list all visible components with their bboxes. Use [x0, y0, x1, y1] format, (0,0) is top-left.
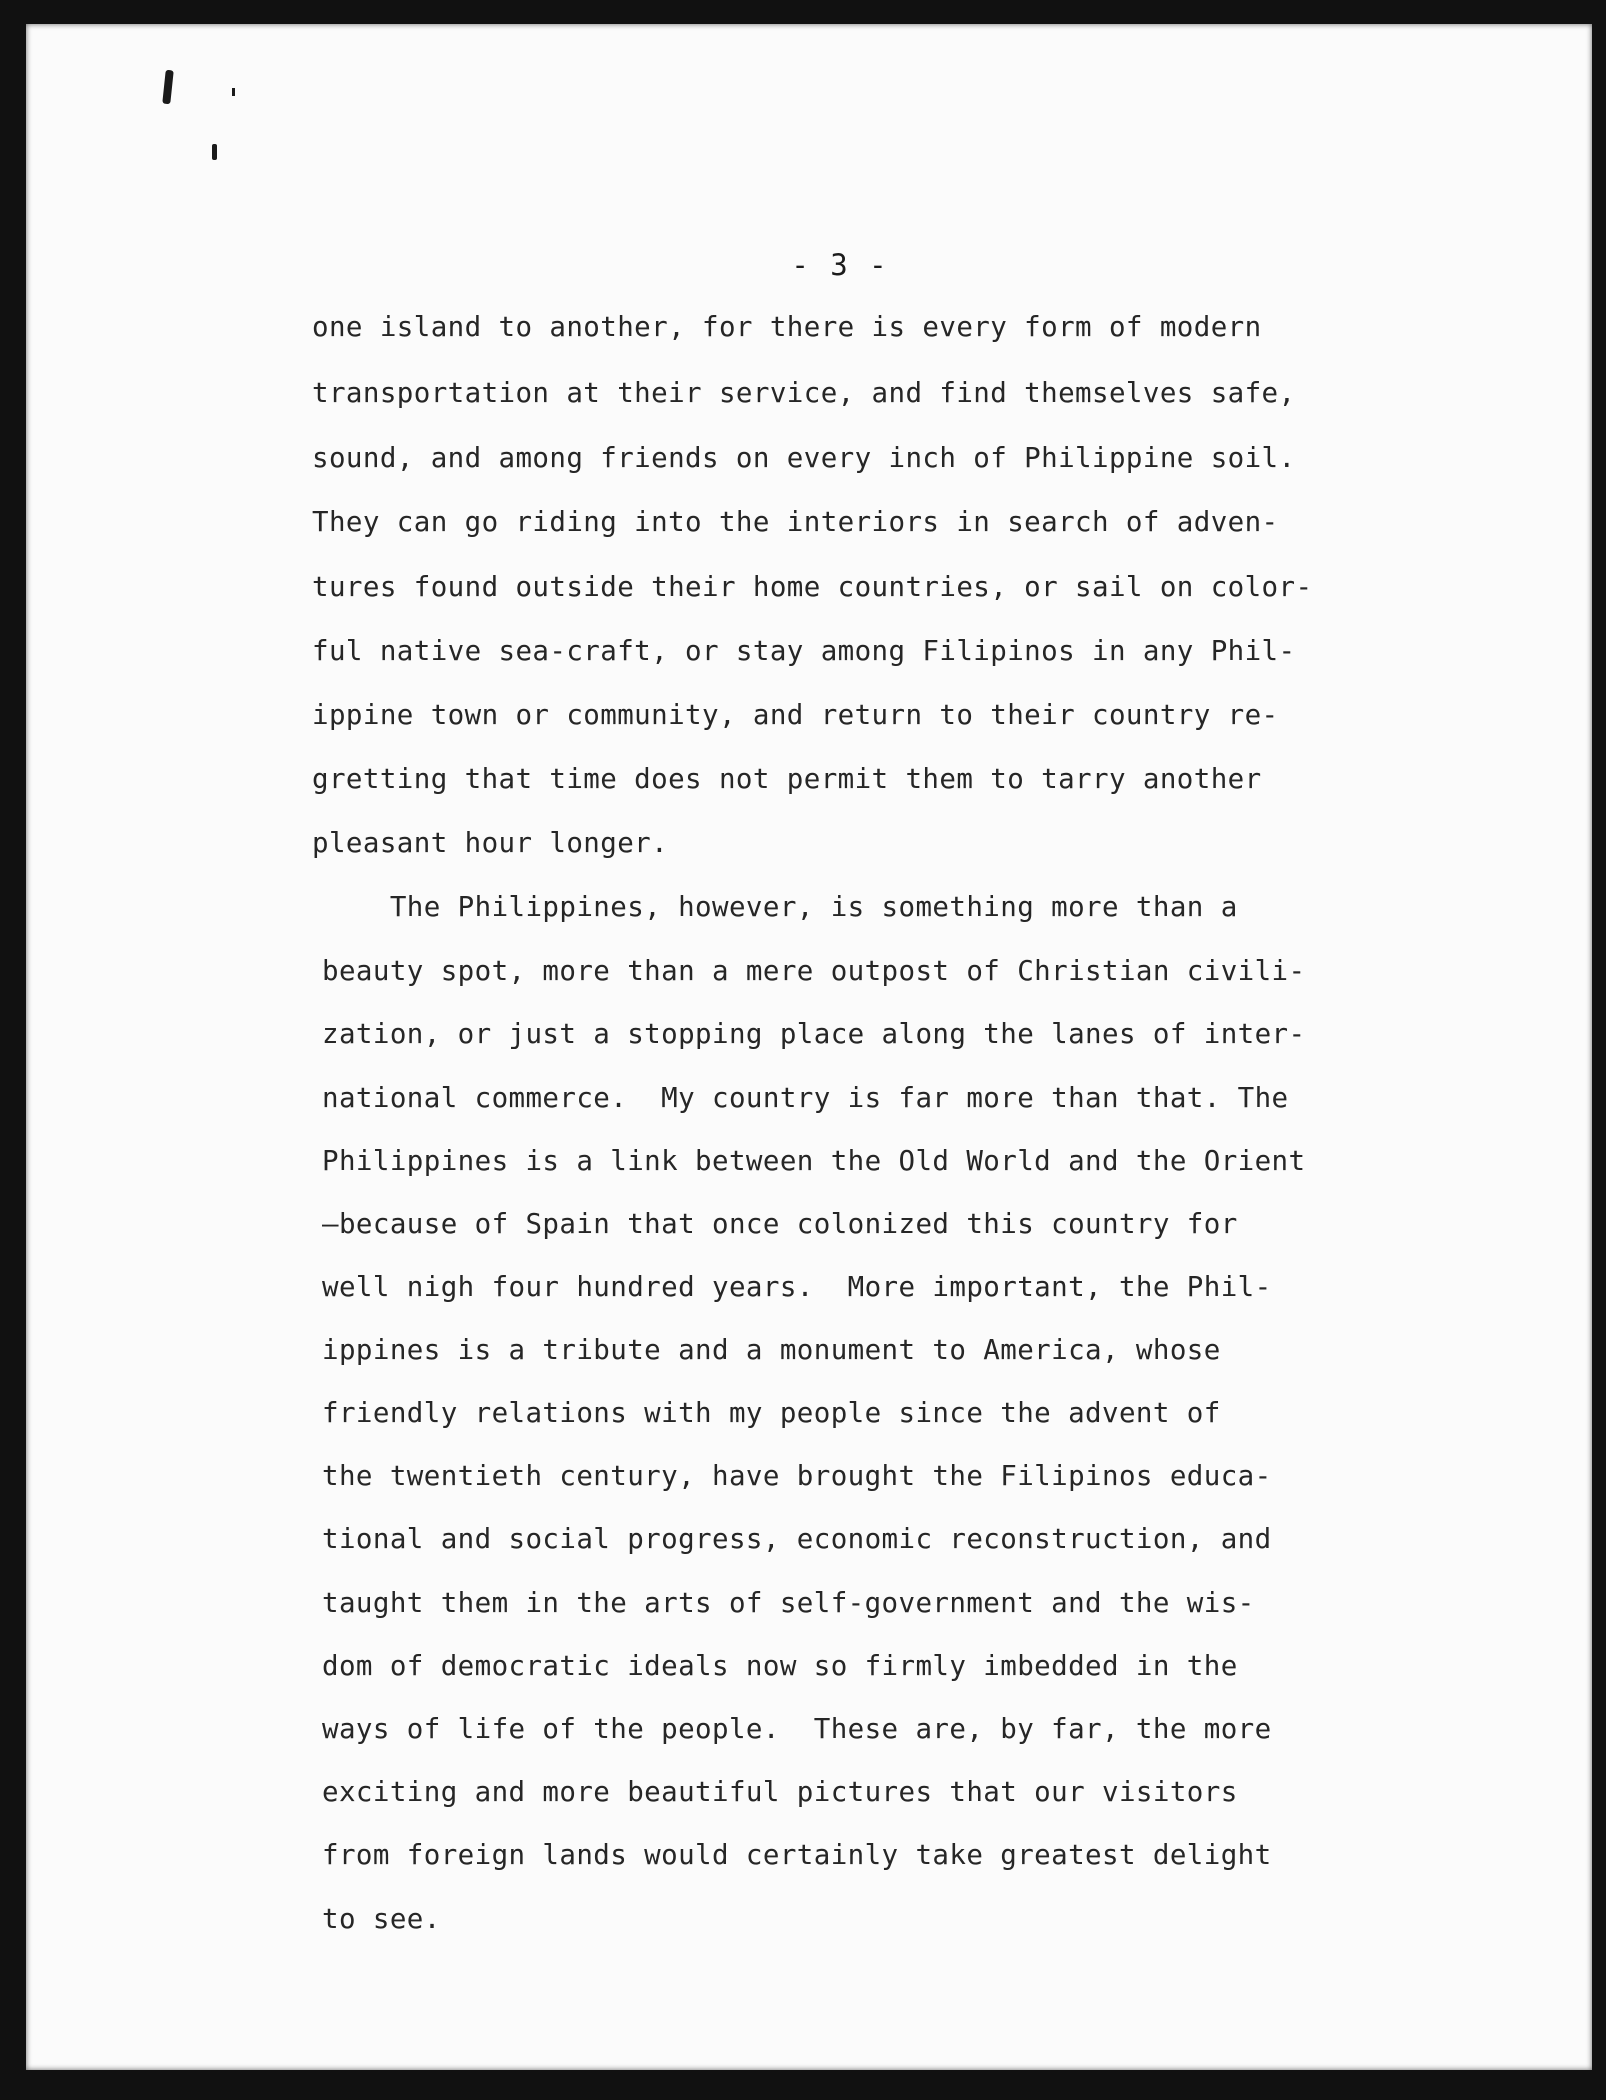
text-line: dom of democratic ideals now so firmly imbedded in the	[322, 1650, 1238, 1682]
text-line: exciting and more beautiful pictures that our visitors	[322, 1776, 1238, 1808]
text-line: well nigh four hundred years. More important, the Phil-	[322, 1271, 1272, 1303]
text-line: zation, or just a stopping place along the lanes of inter-	[322, 1018, 1306, 1050]
text-line: pleasant hour longer.	[312, 827, 669, 859]
text-line: sound, and among friends on every inch of Philippine soil.	[312, 442, 1296, 474]
text-line: transportation at their service, and find themselves safe,	[312, 377, 1296, 409]
text-line: ful native sea-craft, or stay among Filipinos in any Phil-	[312, 635, 1296, 667]
text-line: the twentieth century, have brought the Filipinos educa-	[322, 1460, 1272, 1492]
text-line: to see.	[322, 1903, 441, 1935]
margin-ink-mark	[212, 144, 217, 160]
page-number: - 3 -	[791, 248, 889, 282]
text-line: friendly relations with my people since the advent of	[322, 1397, 1221, 1429]
text-line: gretting that time does not permit them to tarry another	[312, 763, 1262, 795]
text-line: tional and social progress, economic reconstruction, and	[322, 1523, 1272, 1555]
text-line: taught them in the arts of self-government and the wis-	[322, 1587, 1255, 1619]
text-line: beauty spot, more than a mere outpost of Christian civili-	[322, 955, 1306, 987]
text-line: They can go riding into the interiors in search of adven-	[312, 506, 1279, 538]
margin-ink-mark	[232, 88, 235, 96]
text-line: The Philippines, however, is something more than a	[322, 891, 1238, 923]
text-line: ippines is a tribute and a monument to America, whose	[322, 1334, 1221, 1366]
text-line: tures found outside their home countries, or sail on color-	[312, 571, 1313, 603]
text-line: from foreign lands would certainly take greatest delight	[322, 1839, 1272, 1871]
text-line: one island to another, for there is every form of modern	[312, 311, 1262, 343]
text-line: Philippines is a link between the Old World and the Orient	[322, 1145, 1306, 1177]
text-line: ways of life of the people. These are, by far, the more	[322, 1713, 1272, 1745]
text-line: national commerce. My country is far more than that. The	[322, 1082, 1289, 1114]
text-line: ippine town or community, and return to their country re-	[312, 699, 1279, 731]
text-line: —because of Spain that once colonized this country for	[322, 1208, 1238, 1240]
